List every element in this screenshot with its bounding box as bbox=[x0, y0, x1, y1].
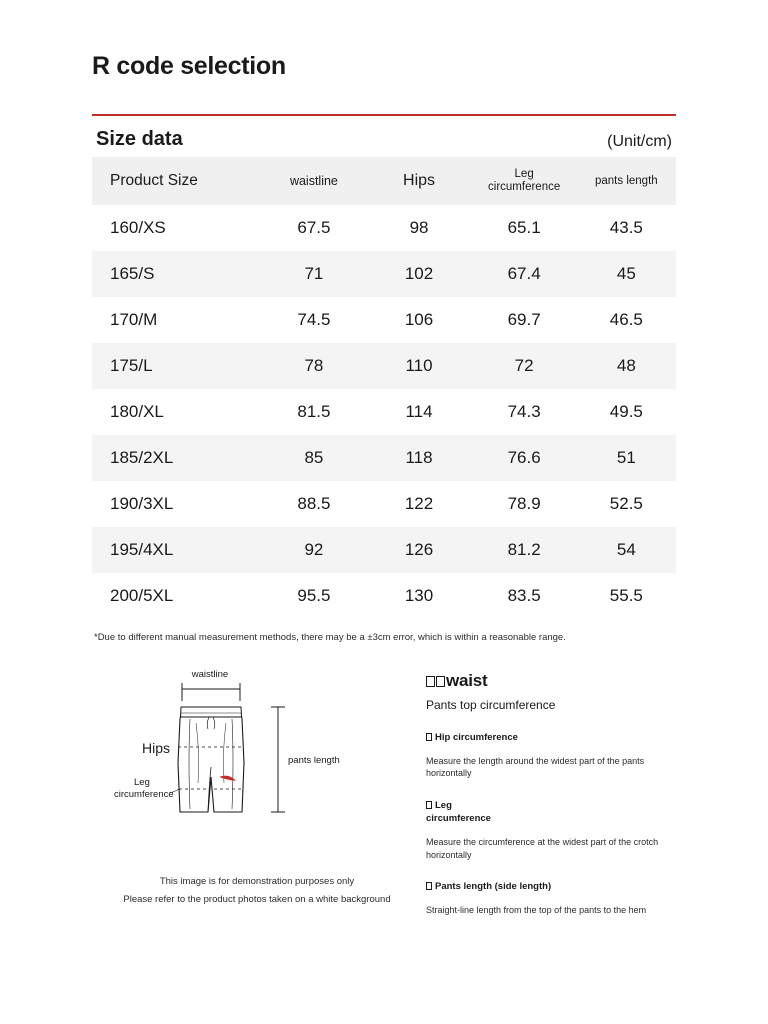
square-glyph-icon bbox=[426, 676, 435, 687]
cell-waistline: 71 bbox=[261, 251, 366, 297]
cell-waistline: 78 bbox=[261, 343, 366, 389]
shorts-outline bbox=[178, 707, 244, 812]
cell-leg-circumference: 78.9 bbox=[507, 494, 541, 514]
column-header-pants-length: pants length bbox=[577, 157, 676, 205]
size-data-header bbox=[92, 116, 676, 157]
cell-pants-length: 52.5 bbox=[609, 494, 643, 514]
cell-size: 160/XS bbox=[110, 218, 166, 238]
table-row bbox=[92, 297, 676, 343]
legend-item-leg bbox=[426, 799, 676, 862]
page-title: R code selection bbox=[92, 52, 286, 80]
cell-pants-length: 43.5 bbox=[609, 218, 643, 238]
legend-item-title bbox=[426, 731, 676, 745]
cell-leg-circumference: 81.2 bbox=[472, 527, 577, 573]
cell-size: 190/3XL bbox=[110, 494, 174, 514]
shorts-diagram bbox=[92, 667, 422, 932]
square-glyph-icon bbox=[426, 882, 432, 890]
table-row bbox=[92, 251, 676, 297]
cell-waistline: 92 bbox=[261, 527, 366, 573]
cell-pants-length: 54 bbox=[577, 527, 676, 573]
cell-leg-circumference: 72 bbox=[472, 343, 577, 389]
cell-hips: 110 bbox=[366, 343, 471, 389]
cell-size: 200/5XL bbox=[110, 586, 174, 606]
diagram-caption-line-2: Please refer to the product photos taken on a white background bbox=[123, 893, 391, 905]
cell-hips: 130 bbox=[404, 586, 434, 606]
table-row bbox=[92, 527, 676, 573]
cell-leg-circumference: 83.5 bbox=[507, 586, 541, 606]
cell-pants-length: 49.5 bbox=[609, 402, 643, 422]
legend-item-desc: Measure the length around the widest part of the pants horizontally bbox=[426, 755, 645, 779]
cell-size: 185/2XL bbox=[92, 435, 261, 481]
legend-item-title bbox=[426, 880, 676, 894]
cell-waistline: 81.5 bbox=[297, 402, 331, 422]
table-row bbox=[92, 343, 676, 389]
square-glyph-icon bbox=[426, 801, 432, 809]
diagram-label-leg: Leg bbox=[134, 776, 150, 788]
legend-item-desc: Measure the circumference at the widest part of the crotch horizontally bbox=[426, 837, 659, 860]
cell-pants-length: 55.5 bbox=[609, 586, 643, 606]
table-row bbox=[92, 481, 676, 527]
cell-pants-length: 45 bbox=[577, 251, 676, 297]
diagram-label-waistline: waistline bbox=[191, 668, 229, 680]
cell-waistline: 95.5 bbox=[297, 586, 331, 606]
cell-size: 165/S bbox=[92, 251, 261, 297]
cell-pants-length: 46.5 bbox=[609, 310, 643, 330]
legend-subheading: Pants top circumference bbox=[426, 697, 556, 712]
legend-heading bbox=[426, 671, 676, 691]
cell-leg-circumference: 74.3 bbox=[507, 402, 541, 422]
table-row bbox=[92, 205, 676, 251]
legend-item-hip bbox=[426, 731, 676, 780]
legend-item-title-text: Pants length (side length) bbox=[435, 881, 552, 893]
unit-label: (Unit/cm) bbox=[607, 133, 672, 150]
cell-hips: 118 bbox=[366, 435, 471, 481]
cell-leg-circumference: 65.1 bbox=[507, 218, 541, 238]
cell-waistline: 88.5 bbox=[297, 494, 331, 514]
cell-hips: 122 bbox=[404, 494, 434, 514]
lower-section bbox=[92, 667, 676, 932]
section-title: Size data bbox=[96, 128, 183, 150]
square-glyph-icon bbox=[436, 676, 445, 687]
legend-item-title: Leg circumference bbox=[426, 799, 491, 825]
cell-waistline: 67.5 bbox=[297, 218, 331, 238]
cell-size: 175/L bbox=[92, 343, 261, 389]
diagram-caption bbox=[92, 873, 422, 909]
cell-leg-circumference: 76.6 bbox=[472, 435, 577, 481]
cell-waistline: 85 bbox=[261, 435, 366, 481]
column-header-hips: Hips bbox=[366, 157, 471, 205]
size-table bbox=[92, 157, 676, 619]
diagram-label-hips: Hips bbox=[142, 739, 171, 756]
shorts-illustration-svg bbox=[92, 667, 422, 867]
cell-pants-length: 51 bbox=[577, 435, 676, 481]
legend-item-pants-length bbox=[426, 880, 676, 916]
cell-waistline: 74.5 bbox=[297, 310, 331, 330]
table-row bbox=[92, 573, 676, 619]
cell-pants-length: 48 bbox=[577, 343, 676, 389]
legend-heading-text: waist bbox=[446, 670, 488, 690]
table-header-row bbox=[92, 157, 676, 205]
cell-hips: 114 bbox=[405, 402, 433, 422]
column-header-leg-circumference: Leg circumference bbox=[472, 157, 577, 205]
cell-hips: 102 bbox=[366, 251, 471, 297]
cell-hips: 106 bbox=[404, 310, 434, 330]
column-header-product-size: Product Size bbox=[92, 157, 261, 205]
table-row bbox=[92, 389, 676, 435]
measurement-legend bbox=[422, 667, 676, 932]
cell-size: 180/XL bbox=[110, 402, 164, 422]
legend-item-title-text: Hip circumference bbox=[435, 731, 518, 743]
column-header-waistline: waistline bbox=[261, 157, 366, 205]
cell-size: 195/4XL bbox=[92, 527, 261, 573]
cell-hips: 98 bbox=[409, 218, 429, 238]
cell-hips: 126 bbox=[366, 527, 471, 573]
square-glyph-icon bbox=[426, 733, 432, 741]
measurement-note: *Due to different manual measurement methods, there may be a ±3cm error, which is within a reasonable range. bbox=[94, 632, 566, 644]
cell-size: 170/M bbox=[110, 310, 158, 330]
cell-leg-circumference: 67.4 bbox=[472, 251, 577, 297]
cell-leg-circumference: 69.7 bbox=[507, 310, 541, 330]
diagram-label-circumference: circumference bbox=[114, 788, 174, 800]
diagram-label-pants-length: pants length bbox=[288, 754, 340, 766]
table-row bbox=[92, 435, 676, 481]
diagram-caption-line-1: This image is for demonstration purposes only bbox=[159, 875, 355, 887]
legend-item-desc: Straight-line length from the top of the pants to the hem bbox=[426, 905, 647, 916]
